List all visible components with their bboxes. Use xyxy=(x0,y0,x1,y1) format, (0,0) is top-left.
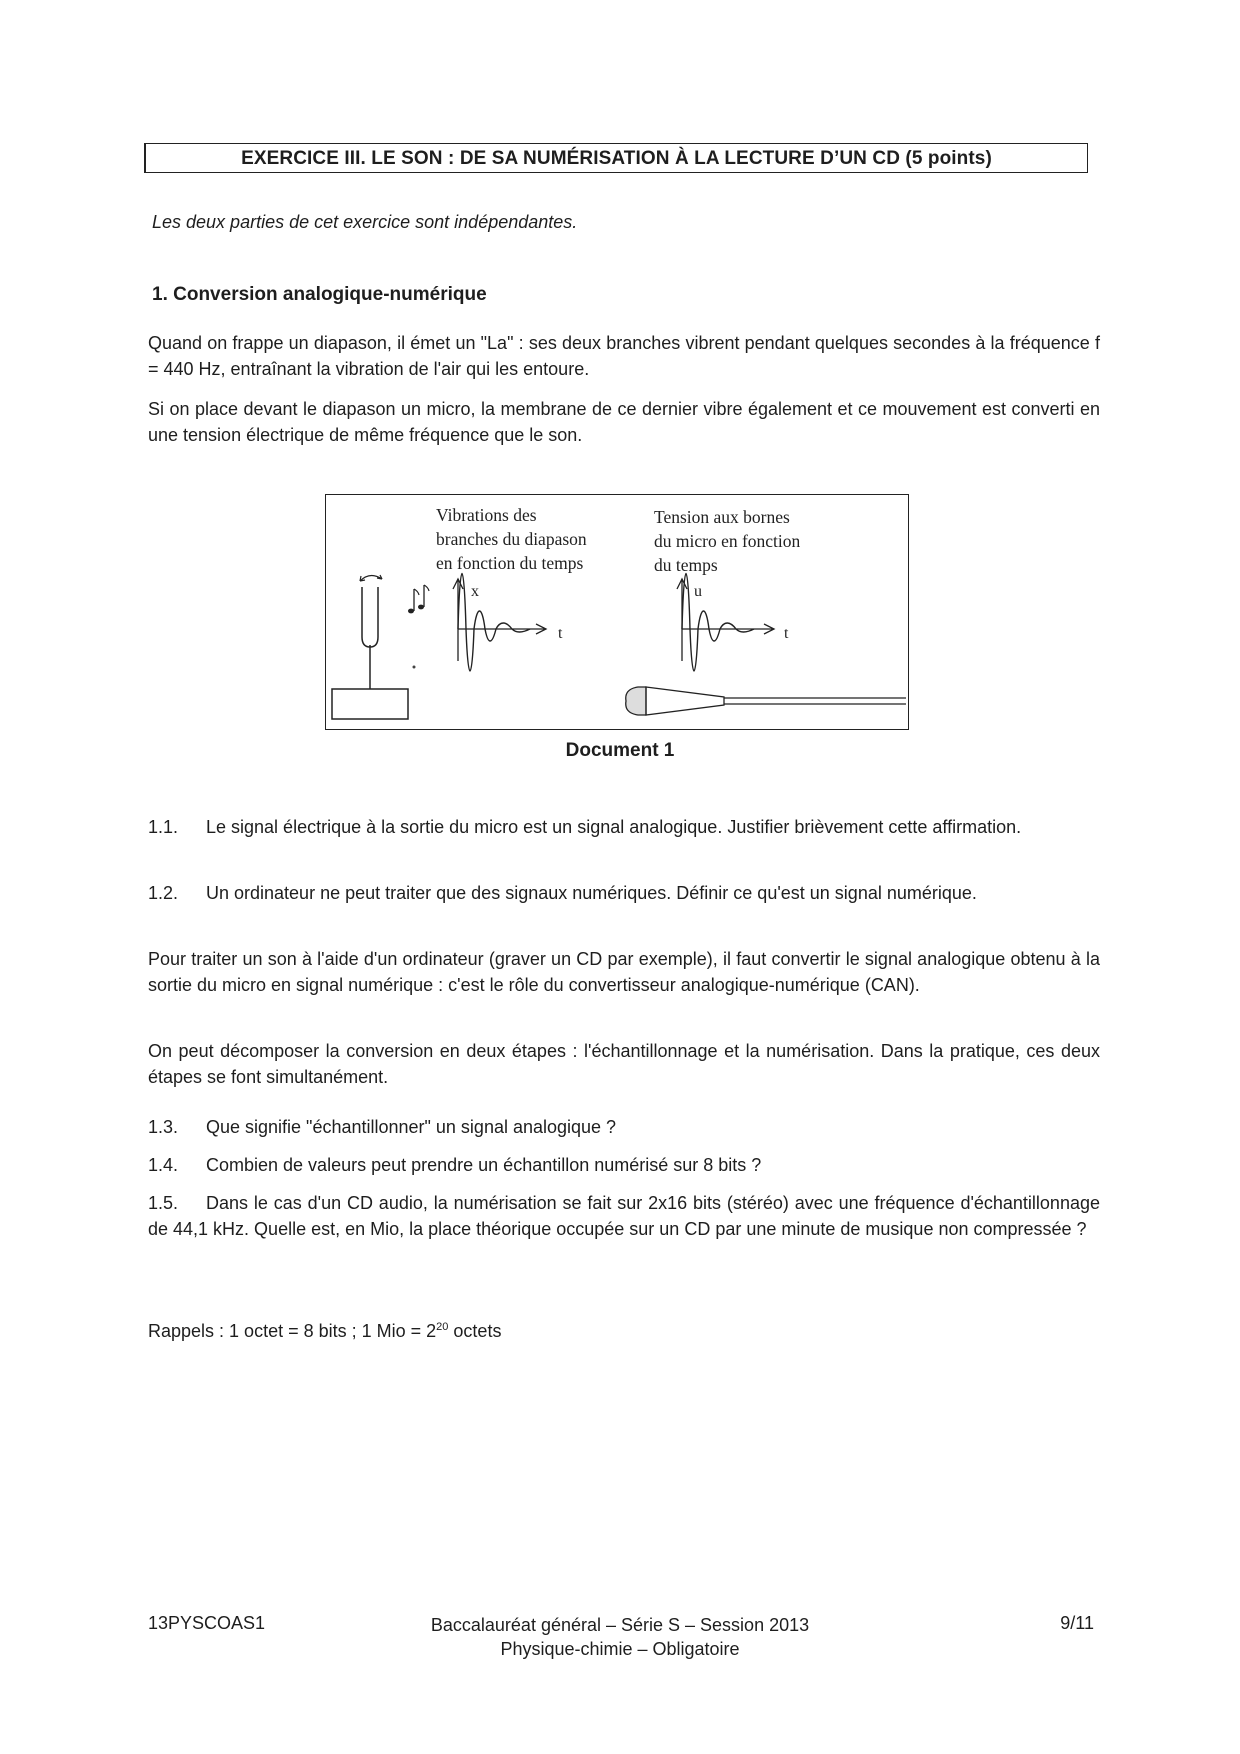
fork-label-line1: Vibrations des xyxy=(436,505,537,525)
micro-label-line2: du micro en fonction xyxy=(654,531,801,551)
microphone-icon xyxy=(626,687,906,715)
exercise-title: EXERCICE III. LE SON : DE SA NUMÉRISATION À LA LECTURE D’UN CD (5 points) xyxy=(241,148,992,169)
question-number: 1.3. xyxy=(148,1117,179,1137)
rappels-exponent: 20 xyxy=(436,1321,449,1333)
intro-text: Les deux parties de cet exercice sont indépendantes. xyxy=(152,212,578,232)
fork-label-line3: en fonction du temps xyxy=(436,553,584,573)
document-1-caption: Document 1 xyxy=(565,740,675,761)
micro-voltage-graph xyxy=(677,574,774,672)
footer-line1: Baccalauréat général – Série S – Session 2013 xyxy=(430,1615,810,1635)
question-number: 1.1. xyxy=(148,817,179,837)
fork-branches xyxy=(362,587,378,647)
question-text: Un ordinateur ne peut traiter que des signaux numériques. Définir ce qu'est un signal numérique. xyxy=(206,883,977,903)
exercise-title-box xyxy=(144,143,1088,173)
u-axis-label: u xyxy=(694,583,702,600)
question-text: Combien de valeurs peut prendre un échantillon numérisé sur 8 bits ? xyxy=(206,1155,762,1175)
document-1-drawing xyxy=(326,495,910,731)
footer-center xyxy=(390,1613,850,1661)
fork-base xyxy=(332,689,408,719)
section-heading: 1. Conversion analogique-numérique xyxy=(152,284,487,305)
footer-page-number: 9/11 xyxy=(1060,1613,1094,1633)
question-1-4 xyxy=(148,1152,1100,1178)
question-text: Le signal électrique à la sortie du micro est un signal analogique. Justifier brièvement cette affirmation. xyxy=(206,817,1022,837)
footer-code: 13PYSCOAS1 xyxy=(148,1613,266,1633)
paragraph-micro: Si on place devant le diapason un micro, la membrane de ce dernier vibre également et ce mouvement est converti en une tension électrique de même fréquence que le son. xyxy=(148,399,1100,445)
micro-label-line1: Tension aux bornes xyxy=(654,507,790,527)
micro-label-line3: du temps xyxy=(654,555,718,575)
question-number: 1.2. xyxy=(148,883,179,903)
footer-line2: Physique-chimie – Obligatoire xyxy=(500,1639,740,1659)
question-number: 1.5. xyxy=(148,1193,179,1213)
t-axis-label-right: t xyxy=(784,625,789,642)
rappels-suffix: octets xyxy=(448,1321,502,1341)
question-1-2 xyxy=(148,880,1100,906)
question-number: 1.4. xyxy=(148,1155,179,1175)
rappels xyxy=(148,1321,501,1342)
rappels-text: Rappels : 1 octet = 8 bits ; 1 Mio = 2 xyxy=(148,1321,437,1341)
paragraph-etapes: On peut décomposer la conversion en deux étapes : l'échantillonnage et la numérisation. Dans la pratique, ces deux étapes se font simultanément. xyxy=(148,1041,1100,1087)
question-text: Dans le cas d'un CD audio, la numérisation se fait sur 2x16 bits (stéréo) avec une fréquence d'échantillonnage de 44,1 kHz. Quelle est, en Mio, la place théorique occupée sur un CD par une minute de musique non compressée ? xyxy=(148,1193,1100,1239)
question-1-1 xyxy=(148,814,1100,840)
question-text: Que signifie "échantillonner" un signal analogique ? xyxy=(206,1117,617,1137)
music-note-icon xyxy=(408,585,429,613)
document-1-figure xyxy=(325,494,909,730)
x-axis-label: x xyxy=(471,583,479,600)
fork-label-line2: branches du diapason xyxy=(436,529,587,549)
t-axis-label-left: t xyxy=(558,625,563,642)
paragraph-diapason: Quand on frappe un diapason, il émet un "La" : ses deux branches vibrent pendant quelques secondes à la fréquence f = 440 Hz, entraînant la vibration de l'air qui les entoure. xyxy=(148,333,1100,379)
question-1-3 xyxy=(148,1114,1100,1140)
fork-vibration-graph xyxy=(453,574,546,672)
question-1-5 xyxy=(148,1190,1100,1242)
paragraph-can: Pour traiter un son à l'aide d'un ordinateur (graver un CD par exemple), il faut convertir le signal analogique obtenu à la sortie du micro en signal numérique : c'est le rôle du convertisseur analogique-numérique (CAN). xyxy=(148,949,1100,995)
